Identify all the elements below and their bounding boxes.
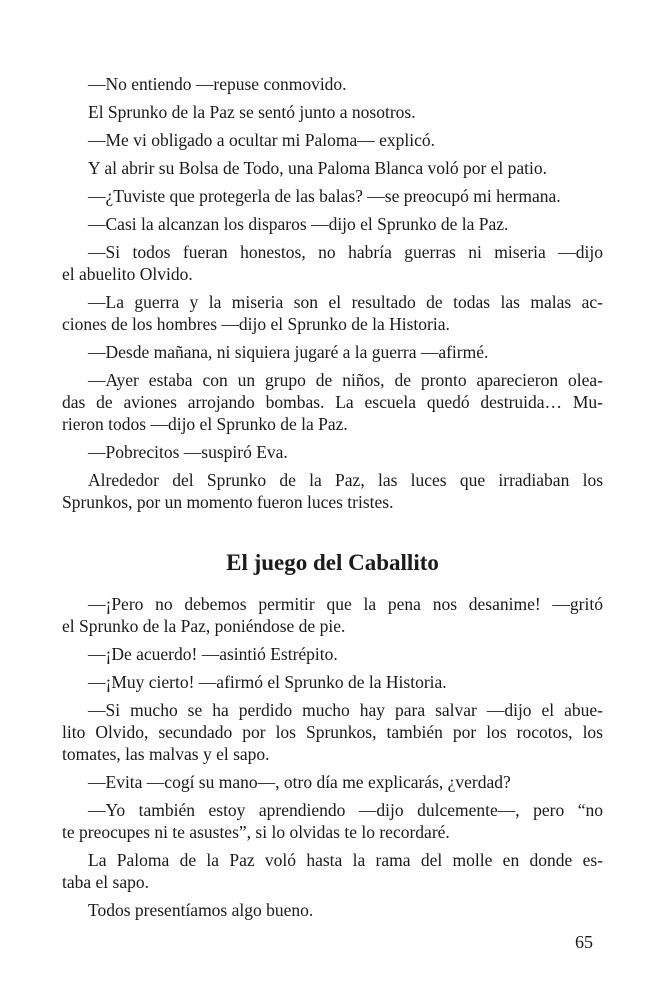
paragraph <box>62 771 603 793</box>
paragraph <box>62 799 603 843</box>
paragraph <box>62 291 603 335</box>
text-line: —Pobrecitos —suspiró Eva. <box>88 442 288 462</box>
text-line: —Me vi obligado a ocultar mi Paloma— explicó. <box>88 130 436 150</box>
text-line: —¿Tuviste que protegerla de las balas? —se preocupó mi hermana. <box>88 186 561 206</box>
paragraph <box>62 185 603 207</box>
text-line: ciones de los hombres —dijo el Sprunko de la Historia. <box>62 314 450 334</box>
paragraph <box>62 643 603 665</box>
text-line: —Si todos fueran honestos, no habría guerras ni miseria —dijo <box>88 242 603 262</box>
text-line: —Yo también estoy aprendiendo —dijo dulcemente—, pero “no <box>88 800 603 820</box>
section-before-title <box>62 73 603 513</box>
paragraph <box>62 699 603 765</box>
paragraph <box>62 101 603 123</box>
text-line: —Desde mañana, ni siquiera jugaré a la guerra —afirmé. <box>88 342 489 362</box>
text-line: Alrededor del Sprunko de la Paz, las luces que irradiaban los <box>88 470 603 490</box>
paragraph <box>62 369 603 435</box>
paragraph <box>62 849 603 893</box>
paragraph <box>62 73 603 95</box>
text-line: —¡Muy cierto! —afirmó el Sprunko de la Historia. <box>88 672 447 692</box>
text-line: —Ayer estaba con un grupo de niños, de pronto aparecieron olea- <box>88 370 603 390</box>
text-line: —Si mucho se ha perdido mucho hay para salvar —dijo el abue- <box>88 700 603 720</box>
paragraph <box>62 157 603 179</box>
text-line: —No entiendo —repuse conmovido. <box>88 74 347 94</box>
text-line: —¡De acuerdo! —asintió Estrépito. <box>88 644 338 664</box>
paragraph <box>62 441 603 463</box>
paragraph <box>62 129 603 151</box>
text-line: Sprunkos, por un momento fueron luces tristes. <box>62 492 394 512</box>
text-line: tomates, las malvas y el sapo. <box>62 744 270 764</box>
paragraph <box>62 213 603 235</box>
text-line: Y al abrir su Bolsa de Todo, una Paloma Blanca voló por el patio. <box>88 158 548 178</box>
text-line: el Sprunko de la Paz, poniéndose de pie. <box>62 616 346 636</box>
text-line: lito Olvido, secundado por los Sprunkos, también por los rocotos, los <box>62 722 603 742</box>
text-line: rieron todos —dijo el Sprunko de la Paz. <box>62 414 348 434</box>
paragraph <box>62 241 603 285</box>
text-line: te preocupes ni te asustes”, si lo olvidas te lo recordaré. <box>62 822 450 842</box>
paragraph <box>62 899 603 921</box>
paragraph <box>62 469 603 513</box>
text-line: La Paloma de la Paz voló hasta la rama del molle en donde es- <box>88 850 603 870</box>
text-line: el abuelito Olvido. <box>62 264 193 284</box>
text-line: —Casi la alcanzan los disparos —dijo el Sprunko de la Paz. <box>88 214 509 234</box>
text-line: El Sprunko de la Paz se sentó junto a nosotros. <box>88 102 416 122</box>
text-line: —La guerra y la miseria son el resultado de todas las malas ac- <box>88 292 603 312</box>
chapter-title: El juego del Caballito <box>226 550 439 575</box>
page-text <box>62 73 603 927</box>
text-line: das de aviones arrojando bombas. La escuela quedó destruida… Mu- <box>62 392 603 412</box>
page-number: 65 <box>575 932 593 952</box>
paragraph <box>62 671 603 693</box>
paragraph <box>62 593 603 637</box>
text-line: Todos presentíamos algo bueno. <box>88 900 314 920</box>
section-after-title <box>62 593 603 921</box>
text-line: —¡Pero no debemos permitir que la pena nos desanime! —gritó <box>88 594 603 614</box>
text-line: taba el sapo. <box>62 872 149 892</box>
paragraph <box>62 341 603 363</box>
text-line: —Evita —cogí su mano—, otro día me explicarás, ¿verdad? <box>88 772 511 792</box>
